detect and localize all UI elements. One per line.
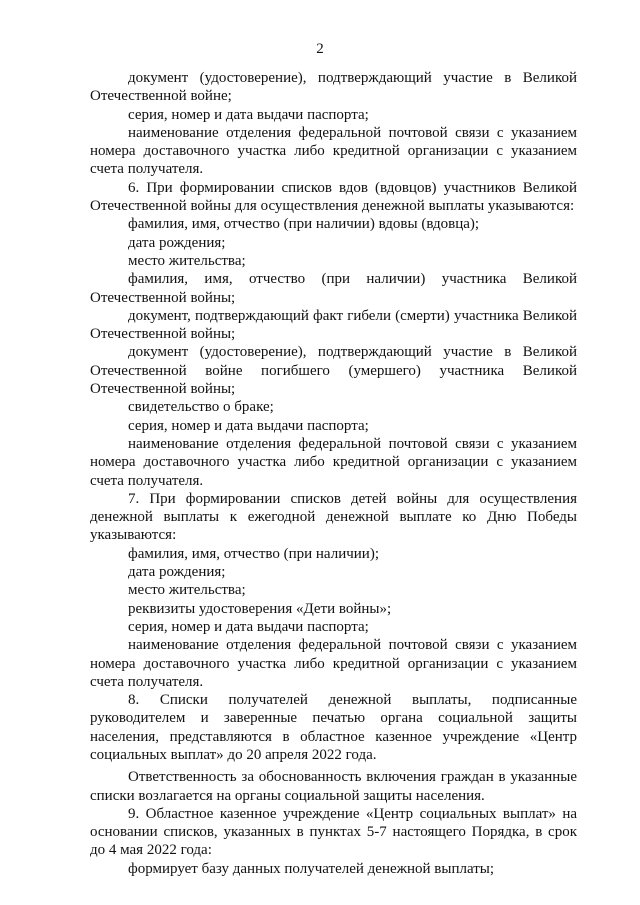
paragraph: 9. Областное казенное учреждение «Центр социальных выплат» на основании списков, указанных в пунктах 5-7 настоящего Порядка, в срок до 4 мая 2022 года:: [90, 805, 577, 859]
page-number: 2: [316, 41, 324, 57]
paragraph: наименование отделения федеральной почтовой связи с указанием номера доставочного участка либо кредитной организации с указанием счета получателя.: [90, 124, 577, 178]
paragraph: дата рождения;: [128, 234, 226, 251]
document-body: [90, 69, 577, 878]
paragraph: серия, номер и дата выдачи паспорта;: [128, 106, 369, 123]
paragraph: место жительства;: [128, 252, 246, 269]
paragraph: наименование отделения федеральной почтовой связи с указанием номера доставочного участка либо кредитной организации с указанием счета получателя.: [90, 637, 577, 690]
paragraph: место жительства;: [128, 582, 246, 599]
paragraph: документ (удостоверение), подтверждающий участие в Великой Отечественной войне погибшего (умершего) участника Великой Отечественной войны;: [90, 344, 577, 398]
paragraph: документ (удостоверение), подтверждающий участие в Великой Отечественной войне;: [90, 70, 577, 105]
paragraph: фамилия, имя, отчество (при наличии) участника Великой Отечественной войны;: [90, 271, 577, 306]
paragraph: дата рождения;: [128, 564, 226, 581]
paragraph: 7. При формировании списков детей войны для осуществления денежной выплаты к ежегодной денежной выплате ко Дню Победы указываются:: [90, 490, 577, 544]
paragraph: реквизиты удостоверения «Дети войны»;: [128, 600, 392, 617]
paragraph: 6. При формировании списков вдов (вдовцов) участников Великой Отечественной войны для осуществления денежной выплаты указываются:: [90, 179, 577, 215]
paragraph: формирует базу данных получателей денежной выплаты;: [128, 860, 495, 877]
paragraph: фамилия, имя, отчество (при наличии);: [128, 545, 379, 562]
paragraph: серия, номер и дата выдачи паспорта;: [128, 618, 369, 635]
paragraph: свидетельство о браке;: [128, 399, 274, 416]
paragraph: фамилия, имя, отчество (при наличии) вдовы (вдовца);: [128, 216, 480, 233]
paragraph: 8. Списки получателей денежной выплаты, подписанные руководителем и заверенные печатью органа социальной защиты населения, представляются в областное казенное учреждение «Центр социальных выплат» до 20 апреля 2022 года.: [90, 692, 577, 763]
paragraph: Ответственность за обоснованность включения граждан в указанные списки возлагается на органы социальной защиты населения.: [90, 769, 577, 804]
paragraph: наименование отделения федеральной почтовой связи с указанием номера доставочного участка либо кредитной организации с указанием счета получателя.: [90, 435, 577, 489]
paragraph: серия, номер и дата выдачи паспорта;: [128, 417, 369, 434]
paragraph: документ, подтверждающий факт гибели (смерти) участника Великой Отечественной войны;: [90, 307, 577, 343]
